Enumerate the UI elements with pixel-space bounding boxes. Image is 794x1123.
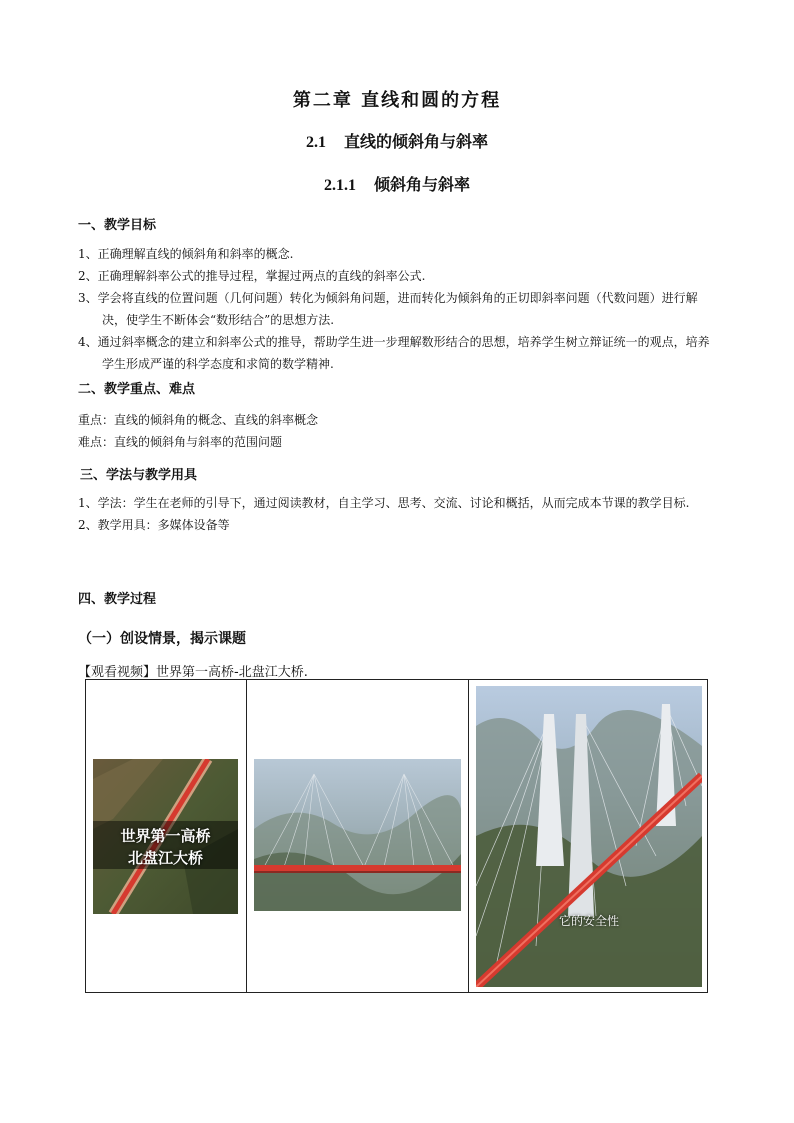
method-item: 2、教学用具：多媒体设备等: [78, 518, 230, 532]
caption-1-line1: 世界第一高桥: [120, 827, 211, 845]
goal-item: 4、通过斜率概念的建立和斜率公式的推导，帮助学生进一步理解数形结合的思想，培养学生树立辩证统一的观点，培养学生形成严谨的科学态度和求简的数学精神.: [78, 335, 710, 371]
goal-item: 1、正确理解直线的倾斜角和斜率的概念.: [78, 247, 294, 261]
bridge-photo-1: [93, 759, 238, 914]
goals-list: [78, 243, 718, 375]
process-sub-heading: （一）创设情景，揭示课题: [78, 631, 246, 647]
bridge-photo-2: [254, 759, 461, 911]
subsection-number: 2.1.1: [323, 177, 356, 194]
section-title: [0, 129, 794, 152]
subsection-title-text: 倾斜角与斜率: [373, 175, 470, 194]
focus-heading: 二、教学重点、难点: [78, 382, 196, 397]
image-cell-1: [86, 680, 247, 993]
key-point: 重点：直线的倾斜角的概念、直线的斜率概念: [78, 413, 319, 427]
process-heading: 四、教学过程: [78, 592, 157, 607]
image-cell-3: [469, 680, 708, 993]
methods-heading: 三、学法与教学用具: [80, 468, 198, 483]
section-title-text: 直线的倾斜角与斜率: [343, 132, 488, 151]
subsection-title: [0, 172, 794, 195]
bridge-photo-3: [476, 686, 702, 987]
chapter-title: 第二章 直线和圆的方程: [292, 90, 502, 111]
goals-heading: 一、教学目标: [78, 218, 157, 233]
method-item: 1、学法：学生在老师的引导下，通过阅读教材，自主学习、思考、交流、讨论和概括，从而完成本节课的教学目标.: [78, 496, 690, 510]
image-cell-2: [247, 680, 469, 993]
methods-list: [78, 492, 718, 536]
section-number: 2.1: [305, 134, 326, 151]
bridge-photo-3-graphic: [476, 686, 702, 987]
video-line: 【观看视频】世界第一高桥-北盘江大桥.: [78, 665, 308, 680]
bridge-photo-2-graphic: [254, 759, 461, 911]
goal-item: 3、学会将直线的位置问题（几何问题）转化为倾斜角问题，进而转化为倾斜角的正切即斜率问题（代数问题）进行解决，使学生不断体会“数形结合”的思想方法.: [78, 291, 698, 327]
focus-block: [78, 409, 718, 453]
goal-item: 2、正确理解斜率公式的推导过程，掌握过两点的直线的斜率公式.: [78, 269, 426, 283]
caption-3: 它的安全性: [558, 914, 619, 928]
caption-1-line2: 北盘江大桥: [127, 849, 203, 867]
difficulty: 难点：直线的倾斜角与斜率的范围问题: [78, 435, 283, 449]
image-table: [85, 679, 708, 993]
